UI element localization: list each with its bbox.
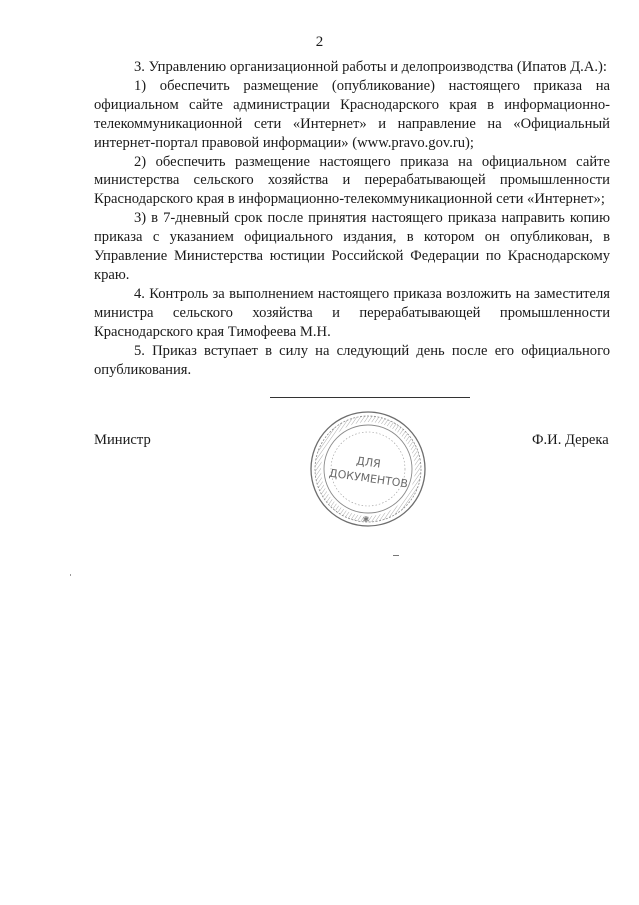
stray-dot	[70, 574, 71, 576]
paragraph-3-2: 2) обеспечить размещение настоящего приказа на официальном сайте министерства сельского хозяйства и перерабатывающей промышленности Краснодарского края в информационно-телекоммуникационной сети «Интернет»;	[94, 153, 610, 208]
signatory-name: Ф.И. Дерека	[532, 432, 609, 448]
seal-text-line-2: ДОКУМЕНТОВ	[328, 466, 409, 491]
paragraph-4: 4. Контроль за выполнением настоящего приказа возложить на заместителя министра сельского хозяйства и перерабатывающей промышленности Краснодарского края Тимофеева М.Н.	[94, 285, 610, 340]
paragraph-3-3: 3) в 7-дневный срок после принятия настоящего приказа направить копию приказа с указанием официального издания, в котором он опубликован, в Управление Министерства юстиции Российской Федерации по Краснодарскому краю.	[94, 210, 610, 283]
seal-text-line-1: ДЛЯ	[355, 454, 382, 471]
end-of-text-rule	[270, 397, 470, 398]
page-number: 2	[315, 34, 324, 50]
official-seal-stamp	[308, 408, 428, 530]
document-body	[94, 58, 610, 379]
signatory-position: Министр	[94, 432, 151, 448]
seal-star-icon: ✱	[362, 515, 370, 524]
paragraph-5: 5. Приказ вступает в силу на следующий день после его официального опубликования.	[94, 342, 610, 378]
paragraph-3: 3. Управлению организационной работы и делопроизводства (Ипатов Д.А.):	[134, 59, 607, 75]
paragraph-3-1: 1) обеспечить размещение (опубликование) настоящего приказа на официальном сайте администрации Краснодарского края в информационно-телекоммуникационной сети «Интернет» и направление на «Официальный интернет-портал правовой информации» (www.pravo.gov.ru);	[94, 77, 610, 151]
stray-mark	[393, 555, 399, 556]
